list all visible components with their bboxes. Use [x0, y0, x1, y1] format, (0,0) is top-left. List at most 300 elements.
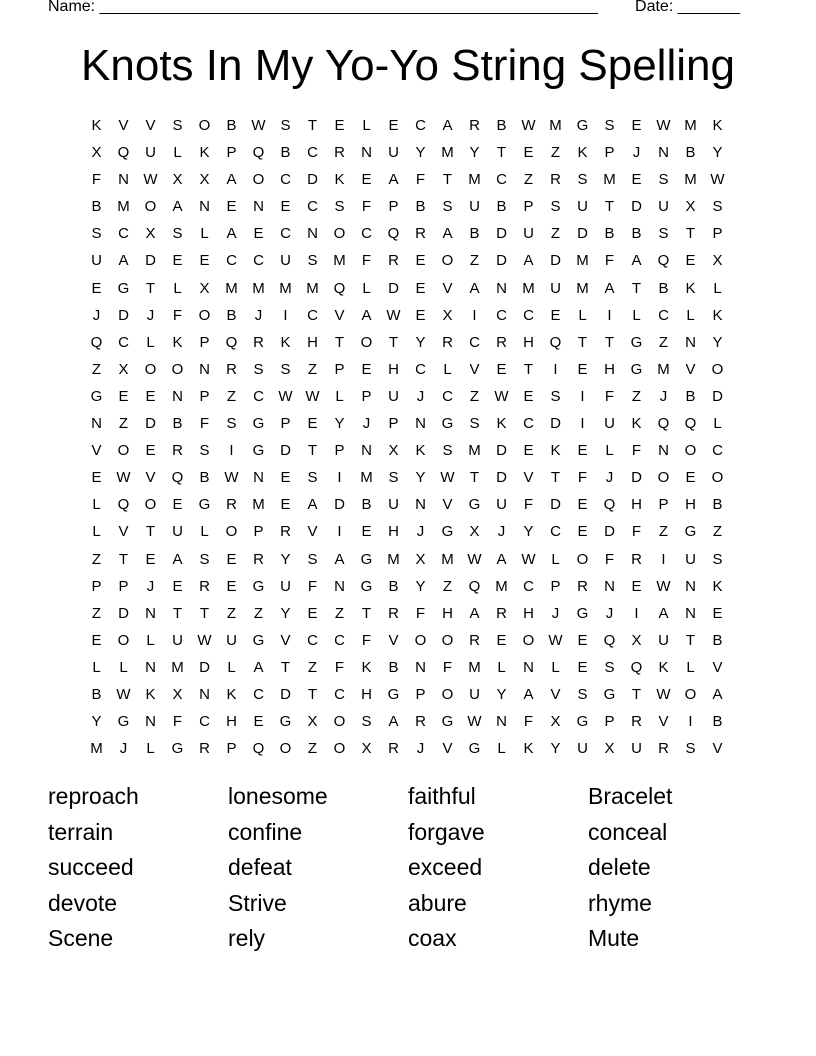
grid-letter: D [604, 523, 615, 541]
word-list-item: succeed [48, 854, 134, 881]
grid-letter: U [496, 496, 507, 514]
grid-letter: X [91, 144, 102, 162]
grid-letter: B [199, 469, 210, 487]
grid-letter: D [145, 415, 156, 433]
grid-letter: T [604, 198, 615, 216]
grid-letter: V [145, 469, 156, 487]
grid-letter: O [441, 252, 454, 270]
grid-letter: N [172, 387, 183, 405]
grid-letter: H [388, 360, 399, 378]
grid-letter: K [712, 117, 723, 134]
word-list-item: coax [408, 925, 457, 952]
grid-letter: S [253, 360, 264, 378]
grid-letter: X [199, 279, 210, 297]
grid-letter: V [550, 685, 561, 703]
grid-letter: T [631, 279, 642, 297]
grid-letter: X [199, 171, 210, 189]
grid-letter: L [497, 740, 506, 758]
grid-letter: J [605, 469, 614, 487]
grid-letter: G [252, 577, 265, 595]
grid-letter: L [227, 658, 236, 676]
grid-letter: U [658, 198, 669, 216]
grid-letter: O [198, 306, 211, 324]
grid-letter: P [199, 387, 210, 405]
grid-letter: V [91, 442, 102, 460]
grid-letter: J [416, 523, 425, 541]
grid-letter: T [118, 550, 129, 568]
grid-letter: J [605, 604, 614, 622]
grid-letter: T [523, 360, 534, 378]
word-list-item: rely [228, 925, 266, 952]
grid-letter: I [607, 306, 612, 324]
grid-letter: C [523, 577, 534, 595]
grid-letter: Q [225, 333, 238, 351]
grid-letter: B [496, 198, 507, 216]
grid-letter: X [388, 442, 399, 460]
grid-letter: F [415, 171, 426, 189]
grid-letter: E [550, 306, 561, 324]
grid-letter: K [712, 306, 723, 324]
grid-letter: X [361, 740, 372, 758]
grid-letter: C [226, 252, 237, 270]
grid-letter: A [361, 306, 372, 324]
grid-letter: E [523, 387, 534, 405]
grid-letter: O [198, 117, 211, 134]
grid-letter: N [496, 279, 507, 297]
grid-letter: S [658, 171, 669, 189]
grid-letter: B [712, 713, 723, 731]
grid-letter: L [362, 279, 371, 297]
grid-letter: S [280, 117, 291, 134]
grid-letter: F [172, 713, 183, 731]
grid-letter: V [523, 469, 534, 487]
grid-letter: Z [307, 740, 318, 758]
grid-letter: W [656, 577, 671, 595]
grid-letter: O [117, 631, 130, 649]
grid-letter: T [469, 469, 480, 487]
grid-letter: B [226, 117, 237, 134]
grid-letter: M [522, 279, 535, 297]
grid-letter: F [91, 171, 102, 189]
grid-letter: Q [252, 740, 265, 758]
grid-letter: R [658, 740, 669, 758]
grid-letter: C [361, 225, 372, 243]
grid-letter: R [334, 144, 345, 162]
grid-letter: N [496, 713, 507, 731]
grid-letter: B [226, 306, 237, 324]
grid-letter: G [630, 333, 643, 351]
grid-letter: C [253, 685, 264, 703]
grid-letter: P [91, 577, 102, 595]
grid-letter: O [333, 225, 346, 243]
grid-letter: U [469, 685, 480, 703]
grid-letter: S [712, 550, 723, 568]
grid-letter: M [576, 252, 589, 270]
grid-letter: C [712, 442, 723, 460]
word-list-item: lonesome [228, 783, 328, 809]
grid-letter: R [577, 577, 588, 595]
word-list-item: forgave [408, 818, 485, 845]
grid-letter: Z [91, 360, 102, 378]
grid-letter: R [469, 631, 480, 649]
grid-letter: E [577, 496, 588, 514]
grid-letter: X [550, 713, 561, 731]
grid-letter: F [604, 252, 615, 270]
grid-letter: Y [712, 333, 723, 351]
grid-letter: T [307, 685, 318, 703]
grid-letter: M [441, 144, 454, 162]
grid-letter: E [685, 252, 696, 270]
grid-letter: O [252, 171, 265, 189]
grid-letter: E [91, 631, 102, 649]
grid-letter: N [415, 415, 426, 433]
grid-letter: D [280, 685, 291, 703]
word-list-item: Scene [48, 925, 114, 952]
grid-letter: S [550, 387, 561, 405]
grid-letter: G [576, 117, 589, 134]
grid-letter: S [199, 550, 210, 568]
grid-letter: D [550, 252, 561, 270]
grid-letter: P [226, 740, 237, 758]
grid-letter: E [226, 550, 237, 568]
grid-letter: X [145, 225, 156, 243]
grid-letter: E [523, 144, 534, 162]
grid-letter: C [280, 225, 291, 243]
grid-letter: S [712, 198, 723, 216]
word-list-item: Strive [228, 889, 287, 916]
grid-letter: T [361, 604, 372, 622]
grid-letter: P [523, 198, 534, 216]
grid-letter: I [337, 469, 342, 487]
grid-letter: N [361, 144, 372, 162]
grid-letter: L [92, 658, 101, 676]
grid-letter: E [334, 117, 345, 134]
grid-letter: V [118, 523, 129, 541]
grid-letter: G [603, 685, 616, 703]
grid-letter: R [415, 713, 426, 731]
grid-letter: M [576, 279, 589, 297]
grid-letter: F [415, 604, 426, 622]
grid-letter: J [254, 306, 263, 324]
grid-letter: V [280, 631, 291, 649]
grid-letter: I [634, 604, 639, 622]
grid-letter: N [415, 658, 426, 676]
grid-letter: X [118, 360, 129, 378]
grid-letter: I [337, 523, 342, 541]
grid-letter: J [146, 306, 155, 324]
grid-letter: U [280, 577, 291, 595]
grid-letter: K [577, 144, 588, 162]
grid-letter: G [198, 496, 211, 514]
grid-letter: B [631, 225, 642, 243]
grid-letter: M [441, 550, 454, 568]
grid-letter: W [278, 387, 293, 405]
grid-letter: F [604, 550, 615, 568]
grid-letter: O [657, 469, 670, 487]
grid-letter: K [334, 171, 345, 189]
grid-letter: E [199, 252, 210, 270]
grid-letter: J [497, 523, 506, 541]
grid-letter: B [712, 631, 723, 649]
grid-letter: R [631, 550, 642, 568]
grid-letter: C [334, 631, 345, 649]
grid-letter: A [496, 550, 507, 568]
grid-letter: E [577, 631, 588, 649]
grid-letter: S [442, 442, 453, 460]
grid-letter: H [604, 360, 615, 378]
grid-letter: U [631, 740, 642, 758]
grid-letter: O [711, 469, 724, 487]
grid-letter: X [712, 252, 723, 270]
grid-letter: R [199, 577, 210, 595]
grid-letter: D [550, 415, 561, 433]
grid-letter: F [307, 577, 318, 595]
grid-letter: H [361, 685, 372, 703]
grid-letter: A [712, 685, 723, 703]
grid-letter: C [307, 144, 318, 162]
grid-letter: K [199, 144, 210, 162]
grid-letter: A [469, 279, 480, 297]
grid-letter: Q [387, 225, 400, 243]
grid-letter: Y [415, 577, 426, 595]
grid-letter: C [496, 306, 507, 324]
grid-letter: E [145, 550, 156, 568]
grid-letter: H [388, 523, 399, 541]
grid-letter: S [442, 198, 453, 216]
grid-letter: W [143, 171, 158, 189]
grid-letter: G [252, 415, 265, 433]
grid-letter: D [631, 469, 642, 487]
grid-letter: Y [550, 740, 561, 758]
grid-letter: M [657, 360, 670, 378]
grid-letter: L [497, 658, 506, 676]
grid-letter: T [577, 333, 588, 351]
grid-letter: V [712, 740, 723, 758]
grid-letter: W [197, 631, 212, 649]
grid-letter: N [145, 604, 156, 622]
grid-letter: R [253, 333, 264, 351]
grid-letter: A [442, 225, 453, 243]
grid-letter: X [685, 198, 696, 216]
grid-letter: D [307, 171, 318, 189]
grid-letter: K [226, 685, 237, 703]
grid-letter: C [253, 387, 264, 405]
grid-letter: U [388, 144, 399, 162]
grid-letter: I [229, 442, 234, 460]
grid-letter: B [388, 658, 399, 676]
grid-letter: L [713, 279, 722, 297]
grid-letter: L [146, 631, 155, 649]
grid-letter: O [684, 685, 697, 703]
grid-letter: K [550, 442, 561, 460]
grid-letter: M [360, 469, 373, 487]
grid-letter: S [307, 469, 318, 487]
grid-letter: Y [415, 144, 426, 162]
grid-letter: M [252, 496, 265, 514]
grid-letter: E [145, 387, 156, 405]
grid-letter: T [631, 685, 642, 703]
grid-letter: N [415, 496, 426, 514]
grid-letter: K [685, 279, 696, 297]
grid-letter: E [577, 442, 588, 460]
grid-letter: F [361, 252, 372, 270]
grid-letter: Q [630, 658, 643, 676]
grid-letter: C [523, 306, 534, 324]
grid-letter: W [467, 713, 482, 731]
grid-letter: E [631, 117, 642, 134]
grid-letter: E [280, 469, 291, 487]
grid-letter: G [360, 577, 373, 595]
grid-letter: K [631, 415, 642, 433]
grid-letter: K [172, 333, 183, 351]
word-list-item: confine [228, 818, 303, 845]
grid-letter: L [551, 550, 560, 568]
grid-letter: I [580, 387, 585, 405]
grid-letter: I [553, 360, 558, 378]
grid-letter: R [226, 496, 237, 514]
grid-letter: E [172, 496, 183, 514]
grid-letter: G [90, 387, 103, 405]
grid-letter: G [117, 279, 130, 297]
grid-letter: B [496, 117, 507, 134]
grid-letter: L [551, 658, 560, 676]
grid-letter: A [334, 550, 345, 568]
grid-letter: P [226, 144, 237, 162]
grid-letter: Z [550, 144, 561, 162]
grid-letter: E [631, 577, 642, 595]
grid-letter: Y [91, 713, 102, 731]
grid-letter: R [172, 442, 183, 460]
grid-letter: N [118, 171, 129, 189]
grid-letter: S [172, 225, 183, 243]
grid-letter: L [686, 658, 695, 676]
grid-letter: D [334, 496, 345, 514]
grid-letter: F [523, 496, 534, 514]
grid-letter: V [442, 740, 453, 758]
grid-letter: N [658, 442, 669, 460]
grid-letter: X [172, 685, 183, 703]
grid-letter: K [91, 117, 102, 134]
grid-letter: S [172, 117, 183, 134]
grid-letter: E [172, 252, 183, 270]
grid-letter: N [685, 333, 696, 351]
grid-letter: G [684, 523, 697, 541]
grid-letter: T [685, 225, 696, 243]
grid-letter: R [469, 117, 480, 134]
grid-letter: B [91, 685, 102, 703]
grid-letter: B [604, 225, 615, 243]
grid-letter: O [333, 740, 346, 758]
grid-letter: Y [523, 523, 534, 541]
grid-letter: U [280, 252, 291, 270]
grid-letter: S [604, 117, 615, 134]
grid-letter: L [92, 523, 101, 541]
grid-letter: J [119, 740, 128, 758]
grid-letter: N [361, 442, 372, 460]
grid-letter: V [334, 306, 345, 324]
grid-letter: I [661, 550, 666, 568]
word-list-item: faithful [408, 783, 476, 809]
grid-letter: Q [117, 144, 130, 162]
grid-letter: G [252, 631, 265, 649]
page-title: Knots In My Yo-Yo String Spelling [81, 41, 735, 90]
grid-letter: A [226, 225, 237, 243]
grid-letter: R [550, 171, 561, 189]
grid-letter: C [658, 306, 669, 324]
grid-letter: J [659, 387, 668, 405]
word-list-item: rhyme [588, 889, 652, 916]
grid-letter: C [415, 360, 426, 378]
grid-letter: C [118, 225, 129, 243]
date-field-label: Date: _______ [635, 0, 740, 15]
grid-letter: D [496, 442, 507, 460]
grid-letter: C [253, 252, 264, 270]
grid-letter: Z [523, 171, 534, 189]
grid-letter: H [226, 713, 237, 731]
grid-letter: C [307, 631, 318, 649]
grid-letter: H [442, 604, 453, 622]
grid-letter: Q [468, 577, 481, 595]
grid-letter: X [307, 713, 318, 731]
grid-letter: P [361, 387, 372, 405]
grid-letter: A [172, 550, 183, 568]
grid-letter: V [388, 631, 399, 649]
grid-letter: L [200, 225, 209, 243]
grid-letter: U [658, 631, 669, 649]
grid-letter: D [550, 496, 561, 514]
grid-letter: L [443, 360, 452, 378]
grid-letter: Z [253, 604, 264, 622]
grid-letter: Y [334, 415, 345, 433]
grid-letter: W [116, 685, 131, 703]
grid-letter: G [441, 523, 454, 541]
grid-letter: E [280, 198, 291, 216]
grid-letter: U [469, 198, 480, 216]
grid-letter: J [416, 740, 425, 758]
grid-letter: F [523, 713, 534, 731]
grid-letter: P [388, 415, 399, 433]
grid-letter: T [550, 469, 561, 487]
grid-letter: K [361, 658, 372, 676]
word-list-item: abure [408, 889, 467, 916]
grid-letter: E [361, 523, 372, 541]
grid-letter: R [388, 252, 399, 270]
grid-letter: M [279, 279, 292, 297]
grid-letter: T [307, 442, 318, 460]
grid-letter: L [146, 740, 155, 758]
grid-letter: G [441, 713, 454, 731]
grid-letter: M [468, 658, 481, 676]
grid-letter: C [280, 171, 291, 189]
word-list-item: delete [588, 854, 651, 881]
grid-letter: K [415, 442, 426, 460]
grid-letter: O [144, 198, 157, 216]
grid-letter: G [630, 360, 643, 378]
grid-letter: N [334, 577, 345, 595]
grid-letter: H [307, 333, 318, 351]
grid-letter: S [91, 225, 102, 243]
grid-letter: T [145, 279, 156, 297]
grid-letter: G [576, 713, 589, 731]
grid-letter: C [334, 685, 345, 703]
grid-letter: E [712, 604, 723, 622]
grid-letter: E [226, 198, 237, 216]
grid-letter: O [117, 442, 130, 460]
grid-letter: E [280, 496, 291, 514]
grid-letter: G [468, 740, 481, 758]
grid-letter: R [496, 604, 507, 622]
grid-letter: N [91, 415, 102, 433]
